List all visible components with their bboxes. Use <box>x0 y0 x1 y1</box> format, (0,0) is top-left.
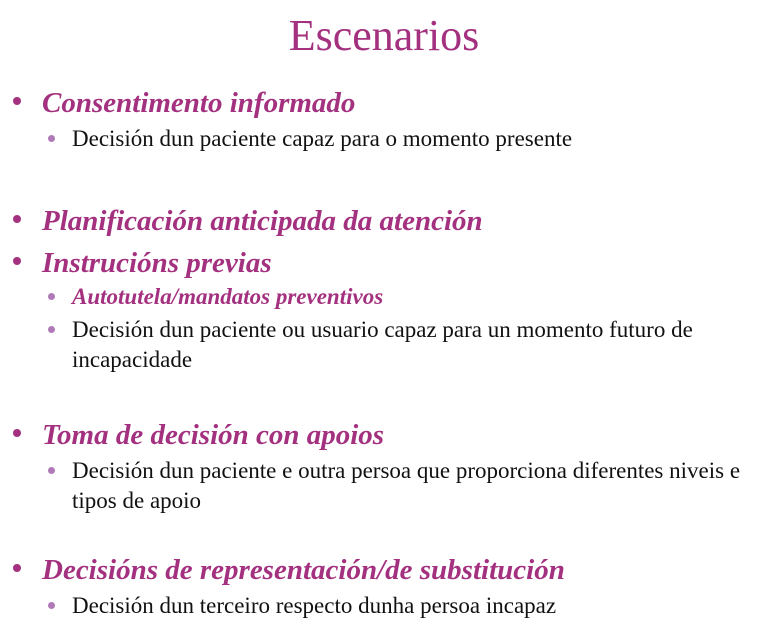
slide-title: Escenarios <box>288 11 480 60</box>
sub-bullet-text: Decisión dun paciente ou usuario capaz para un momento futuro de incapacidade <box>72 317 693 372</box>
sub-bullet-text: Decisión dun paciente e outra persoa que proporciona diferentes niveis e tipos de apoio <box>72 458 741 513</box>
heading-text: Instrucións previas <box>42 247 272 279</box>
bullet-dot-icon <box>13 564 21 572</box>
scenario-representacion <box>0 553 768 621</box>
sub-bullet <box>0 124 768 154</box>
bullet-heading <box>0 246 768 280</box>
bullet-heading <box>0 553 768 587</box>
sub-bullet-dot-icon <box>48 602 55 609</box>
sub-bullet-heading-text: Autotutela/mandatos preventivos <box>72 284 384 309</box>
sub-bullet-text: Decisión dun paciente capaz para o momento presente <box>72 126 573 151</box>
sub-bullet-text: Decisión dun terceiro respecto dunha persoa incapaz <box>72 593 557 618</box>
heading-text: Consentimento informado <box>42 87 356 119</box>
sub-bullet <box>0 315 768 375</box>
bullet-dot-icon <box>13 97 21 105</box>
scenario-consentimento <box>0 86 768 154</box>
bullet-dot-icon <box>13 257 21 265</box>
sub-bullet <box>0 591 768 621</box>
bullet-dot-icon <box>13 429 21 437</box>
sub-bullet-dot-icon <box>48 326 55 333</box>
sub-bullet-dot-icon <box>48 135 55 142</box>
scenario-planificacion <box>0 204 768 238</box>
bullet-heading <box>0 86 768 120</box>
bullet-heading <box>0 204 768 238</box>
sub-bullet <box>0 456 768 516</box>
sub-bullet-dot-icon <box>48 293 55 300</box>
bullet-dot-icon <box>13 215 21 223</box>
heading-text: Planificación anticipada da atención <box>42 205 483 237</box>
heading-text: Decisións de representación/de substitución <box>42 554 565 586</box>
scenario-instrucions <box>0 246 768 375</box>
scenario-toma-decision <box>0 418 768 516</box>
sub-bullet-dot-icon <box>48 467 55 474</box>
heading-text: Toma de decisión con apoios <box>42 419 385 451</box>
bullet-heading <box>0 418 768 452</box>
sub-bullet-emphasis <box>0 282 768 312</box>
